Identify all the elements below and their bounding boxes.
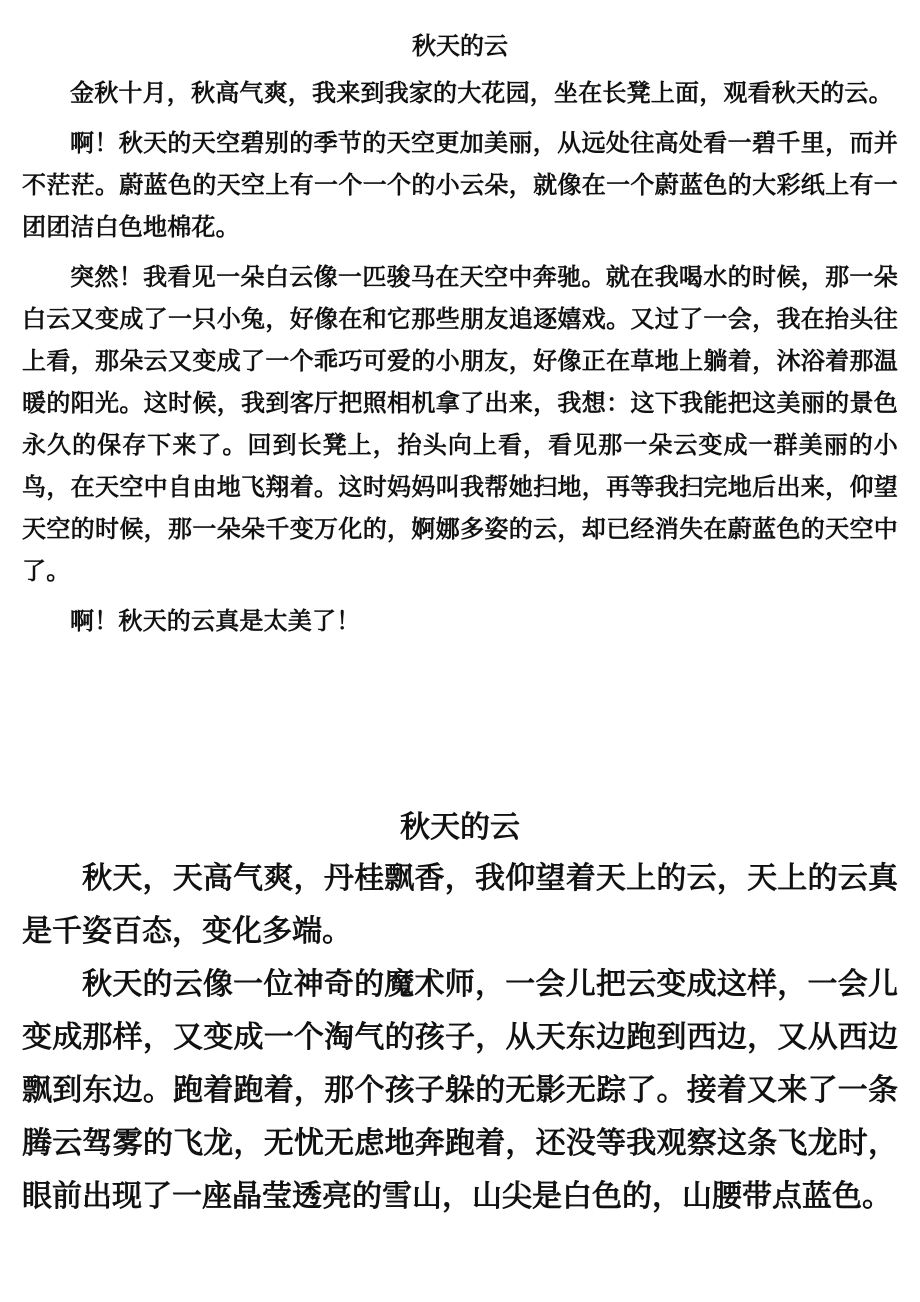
essay-1-paragraph-3: 突然！我看见一朵白云像一匹骏马在天空中奔驰。就在我喝水的时候，那一朵白云又变成了一只小兔，好像在和它那些朋友追逐嬉戏。又过了一会，我在抬头往上看，那朵云又变成了一个乖巧可爱的小朋友，好像正在草地上躺着，沐浴着那温暖的阳光。这时候，我到客厅把照相机拿了出来，我想：这下我能把这美丽的景色永久的保存下来了。回到长凳上，抬头向上看，看见那一朵云变成一群美丽的小鸟，在天空中自由地飞翔着。这时妈妈叫我帮她扫地，再等我扫完地后出来，仰望天空的时候，那一朵朵千变万化的，婀娜多姿的云，却已经消失在蔚蓝色的天空中了。 — [22, 263, 898, 585]
essay-1-paragraph-4: 啊！秋天的云真是太美了！ — [70, 607, 361, 635]
essay-1 — [22, 28, 898, 650]
essay-2-title: 秋天的云 — [400, 810, 520, 845]
essay-1-paragraph-2: 啊！秋天的天空碧别的季节的天空更加美丽，从远处往高处看一碧千里，而并不茫茫。蔚蓝色的天空上有一个一个的小云朵，就像在一个蔚蓝色的大彩纸上有一团团洁白色地棉花。 — [22, 129, 898, 241]
essay-2 — [22, 808, 898, 1223]
essay-1-paragraph-1: 金秋十月，秋高气爽，我来到我家的大花园，坐在长凳上面，观看秋天的云。 — [70, 79, 893, 107]
essay-1-title: 秋天的云 — [412, 32, 508, 60]
essay-2-paragraph-1: 秋天，天高气爽，丹桂飘香，我仰望着天上的云，天上的云真是千姿百态，变化多端。 — [22, 861, 898, 949]
essay-2-paragraph-2: 秋天的云像一位神奇的魔术师，一会儿把云变成这样，一会儿变成那样，又变成一个淘气的孩子，从天东边跑到西边，又从西边飘到东边。跑着跑着，那个孩子躲的无影无踪了。接着又来了一条腾云驾雾的飞龙，无忧无虑地奔跑着，还没等我观察这条飞龙时，眼前出现了一座晶莹透亮的雪山，山尖是白色的，山腰带点蓝色。 — [22, 967, 898, 1214]
